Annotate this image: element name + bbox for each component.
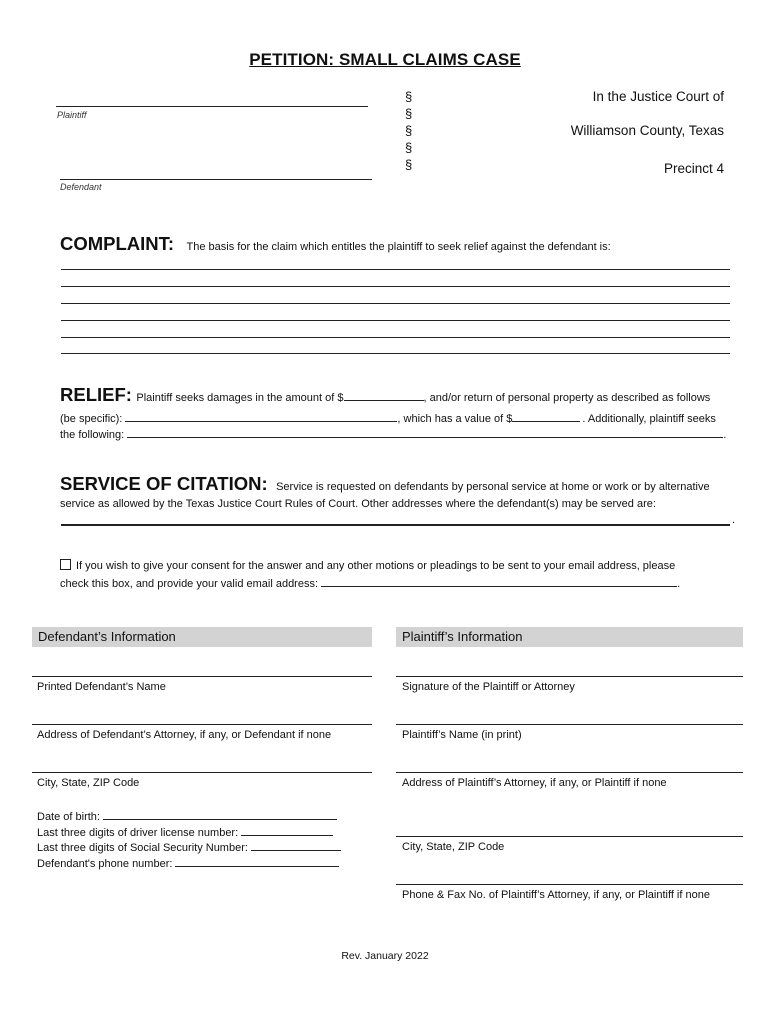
- service-address-field[interactable]: [61, 524, 730, 526]
- complaint-line[interactable]: [61, 303, 730, 304]
- consent-line-1: [60, 559, 675, 572]
- relief-line-2: [60, 410, 716, 425]
- relief-text: , which has a value of $: [397, 413, 513, 425]
- additional-relief-field[interactable]: [127, 426, 723, 438]
- defendant-line[interactable]: [60, 179, 372, 180]
- service-end-period: .: [732, 514, 736, 526]
- relief-line-1: [60, 384, 710, 406]
- section-symbol: §: [405, 89, 413, 104]
- email-consent-checkbox[interactable]: [60, 559, 71, 570]
- complaint-line[interactable]: [61, 286, 730, 287]
- plaintiff-phone-field[interactable]: [396, 884, 743, 885]
- service-line-1: [60, 473, 710, 495]
- plaintiff-info-header: Plaintiff’s Information: [396, 627, 743, 647]
- defendant-info-header: Defendant’s Information: [32, 627, 372, 647]
- section-symbol: §: [405, 123, 413, 138]
- consent-line-2: [60, 575, 680, 590]
- plaintiff-phone-label: Phone & Fax No. of Plaintiff’s Attorney, if any, or Plaintiff if none: [402, 889, 710, 901]
- section-symbol: §: [405, 157, 413, 172]
- defendant-city-field[interactable]: [32, 772, 372, 773]
- section-symbol: §: [405, 106, 413, 121]
- license-label: Last three digits of driver license number:: [37, 827, 239, 839]
- defendant-label: Defendant: [60, 182, 102, 192]
- defendant-address-label: Address of Defendant’s Attorney, if any, or Defendant if none: [37, 729, 332, 741]
- phone-field[interactable]: [175, 855, 339, 867]
- defendant-name-label: Printed Defendant’s Name: [37, 681, 166, 693]
- service-colon: :: [261, 473, 268, 494]
- court-name: In the Justice Court of: [592, 89, 724, 104]
- complaint-section: [60, 233, 611, 255]
- ssn-field[interactable]: [251, 839, 341, 851]
- revision-date: Rev. January 2022: [341, 950, 429, 962]
- defendant-address-field[interactable]: [32, 724, 372, 725]
- plaintiff-label: Plaintiff: [57, 110, 87, 120]
- relief-text: , and/or return of personal property as described as follows: [423, 392, 711, 404]
- court-county: Williamson County, Texas: [570, 123, 724, 138]
- page-title: PETITION: SMALL CLAIMS CASE: [249, 50, 521, 69]
- ssn-label: Last three digits of Social Security Number:: [37, 842, 248, 854]
- service-text: service as allowed by the Texas Justice Court Rules of Court. Other addresses where the defendant(s) may be served are:: [60, 498, 656, 510]
- consent-text: check this box, and provide your valid email address:: [60, 578, 319, 590]
- section-symbol-column: [405, 88, 412, 173]
- consent-end-period: .: [677, 578, 681, 590]
- license-field[interactable]: [241, 824, 333, 836]
- relief-text: Plaintiff seeks damages in the amount of $: [136, 392, 344, 404]
- plaintiff-line[interactable]: [56, 106, 368, 107]
- complaint-text: The basis for the claim which entitles the plaintiff to seek relief against the defendant is:: [186, 241, 611, 253]
- plaintiff-address-field[interactable]: [396, 772, 743, 773]
- relief-text: . Additionally, plaintiff seeks: [582, 413, 716, 425]
- relief-line-3: [60, 426, 726, 441]
- defendant-city-label: City, State, ZIP Code: [37, 777, 140, 789]
- dob-label: Date of birth:: [37, 811, 100, 823]
- complaint-line[interactable]: [61, 269, 730, 270]
- defendant-name-field[interactable]: [32, 676, 372, 677]
- complaint-line[interactable]: [61, 353, 730, 354]
- complaint-line[interactable]: [61, 337, 730, 338]
- email-address-field[interactable]: [321, 575, 677, 587]
- plaintiff-address-label: Address of Plaintiff’s Attorney, if any, or Plaintiff if none: [402, 777, 667, 789]
- service-heading: SERVICE OF CITATION: [60, 473, 262, 494]
- license-row: [37, 824, 333, 839]
- plaintiff-city-field[interactable]: [396, 836, 743, 837]
- consent-text: If you wish to give your consent for the answer and any other motions or pleadings to be sent to your email address, please: [76, 560, 676, 572]
- plaintiff-name-label: Plaintiff’s Name (in print): [402, 729, 522, 741]
- relief-text: (be specific):: [60, 413, 123, 425]
- complaint-heading: COMPLAINT:: [60, 233, 175, 254]
- relief-heading: RELIEF:: [60, 384, 132, 405]
- court-precinct: Precinct 4: [663, 161, 724, 176]
- phone-label: Defendant's phone number:: [37, 858, 173, 870]
- ssn-row: [37, 839, 341, 854]
- phone-row: [37, 855, 339, 870]
- dob-field[interactable]: [103, 808, 337, 820]
- plaintiff-signature-label: Signature of the Plaintiff or Attorney: [402, 681, 575, 693]
- dob-row: [37, 808, 337, 823]
- plaintiff-name-field[interactable]: [396, 724, 743, 725]
- section-symbol: §: [405, 140, 413, 155]
- relief-text: .: [723, 429, 727, 441]
- service-text: Service is requested on defendants by personal service at home or work or by alternative: [276, 481, 710, 493]
- property-description-field[interactable]: [125, 410, 397, 422]
- plaintiff-city-label: City, State, ZIP Code: [402, 841, 505, 853]
- plaintiff-signature-field[interactable]: [396, 676, 743, 677]
- property-value-field[interactable]: [512, 410, 580, 422]
- complaint-line[interactable]: [61, 320, 730, 321]
- damages-amount-field[interactable]: [344, 389, 424, 401]
- relief-text: the following:: [60, 429, 125, 441]
